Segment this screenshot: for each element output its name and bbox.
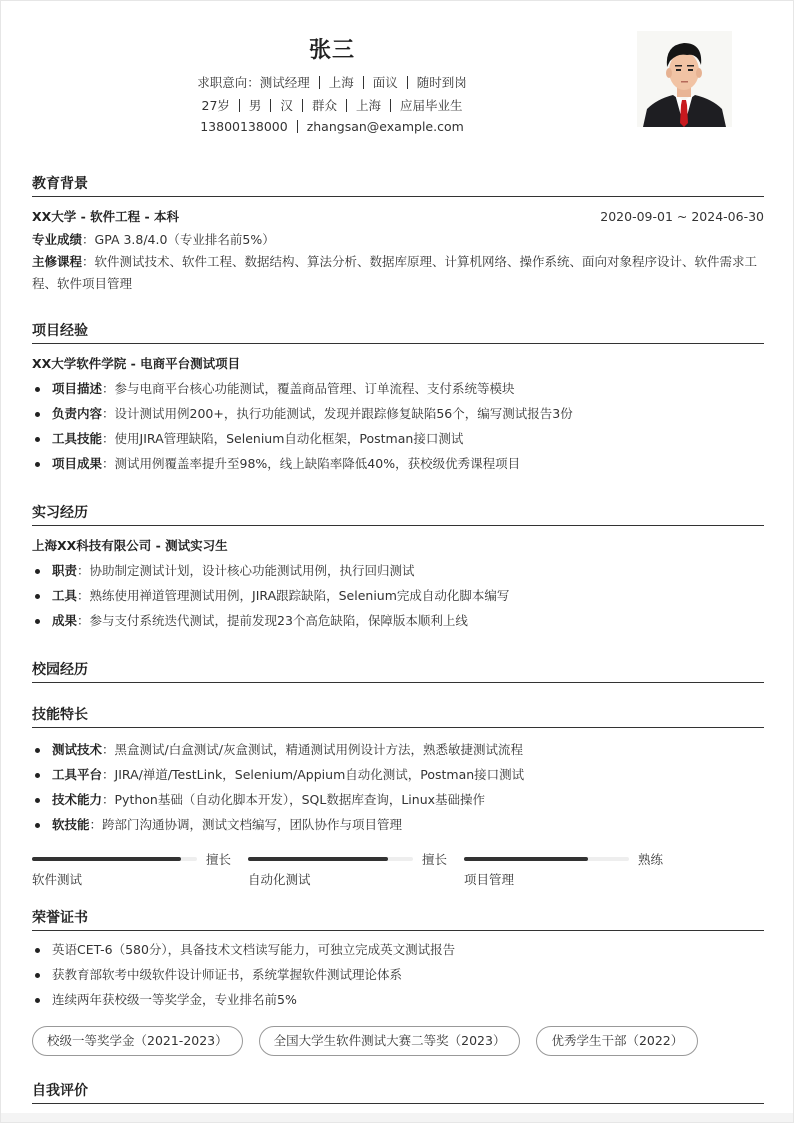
bullet-label: 负责内容: [52, 406, 103, 421]
page-bottom-edge: [1, 1113, 794, 1123]
list-item: [32, 737, 764, 762]
section-title: 项目经验: [32, 320, 764, 344]
project-heading-row: [32, 355, 764, 373]
skill-name: 自动化测试: [248, 872, 311, 887]
graduate-status: 应届毕业生: [399, 98, 463, 113]
age: 27岁: [201, 98, 230, 113]
bullet-label: 工具技能: [52, 431, 103, 446]
skills-bullets: [32, 737, 764, 837]
projects-section: [32, 320, 764, 476]
bullet-text: ：跨部门沟通协调，测试文档编写，团队协作与项目管理: [89, 817, 403, 832]
education-heading-row: [32, 208, 764, 226]
honor-tag: 优秀学生干部（2022）: [536, 1026, 698, 1056]
courses-label: 主修课程: [32, 254, 83, 269]
bullet-label: 职责: [52, 563, 78, 578]
divider: [239, 99, 240, 112]
divider: [319, 76, 320, 89]
location: 上海: [355, 98, 381, 113]
divider: [297, 120, 298, 133]
personal-info-line: [1, 96, 663, 114]
list-item: [32, 401, 764, 426]
contact-line: [1, 119, 663, 134]
divider: [390, 99, 391, 112]
list-item: 获教育部软考中级软件设计师证书，系统掌握软件测试理论体系: [32, 962, 764, 987]
intent-salary: 面议: [372, 75, 398, 90]
divider: [407, 76, 408, 89]
progress-fill: [32, 857, 181, 861]
list-item: [32, 762, 764, 787]
gpa-label: 专业成绩: [32, 232, 83, 247]
list-item: [32, 426, 764, 451]
list-item: [32, 451, 764, 476]
list-item: [32, 812, 764, 837]
gender: 男: [248, 98, 262, 113]
job-intent: 求职意向：测试经理: [197, 75, 310, 90]
progress-fill: [464, 857, 588, 861]
progress-track: [32, 857, 197, 861]
email[interactable]: zhangsan@example.com: [306, 119, 464, 134]
bullet-text: ：测试用例覆盖率提升至98%，线上缺陷率降低40%，获校级优秀课程项目: [102, 456, 521, 471]
list-item: 英语CET-6（580分），具备技术文档读写能力，可独立完成英文测试报告: [32, 937, 764, 962]
honor-tags: [32, 1026, 698, 1056]
skill-bar-software-testing: [32, 851, 248, 891]
bullet-label: 项目成果: [52, 456, 103, 471]
progress-track: [248, 857, 413, 861]
internship-heading-row: [32, 537, 764, 555]
honor-tag: 全国大学生软件测试大赛二等奖（2023）: [259, 1026, 521, 1056]
bullet-label: 工具平台: [52, 767, 103, 782]
skill-bars: [32, 851, 764, 891]
bullet-label: 测试技术: [52, 742, 103, 757]
bullet-text: ：熟练使用禅道管理测试用例，JIRA跟踪缺陷，Selenium完成自动化脚本编写: [77, 588, 510, 603]
bullet-text: ：协助制定测试计划，设计核心功能测试用例，执行回归测试: [77, 563, 415, 578]
list-item: [32, 583, 764, 608]
profile-photo: [637, 31, 732, 127]
section-title: 自我评价: [32, 1080, 764, 1104]
bullet-label: 技术能力: [52, 792, 103, 807]
list-item: [32, 787, 764, 812]
intent-city: 上海: [328, 75, 354, 90]
bullet-text: ：黑盒测试/白盒测试/灰盒测试，精通测试用例设计方法，熟悉敏捷测试流程: [102, 742, 523, 757]
bullet-text: ：设计测试用例200+，执行功能测试，发现并跟踪修复缺陷56个，编写测试报告3份: [102, 406, 573, 421]
skill-bar-automation-testing: [248, 851, 464, 891]
section-title: 荣誉证书: [32, 907, 764, 931]
bullet-label: 软技能: [52, 817, 90, 832]
internship-section: [32, 502, 764, 633]
skills-section: [32, 704, 764, 837]
gpa-line: [32, 229, 764, 251]
list-item: [32, 608, 764, 633]
section-title: 实习经历: [32, 502, 764, 526]
list-item: [32, 376, 764, 401]
list-item: 连续两年获校级一等奖学金，专业排名前5%: [32, 987, 764, 1012]
bullet-text: ：JIRA/禅道/TestLink，Selenium/Appium自动化测试，Postman接口测试: [102, 767, 525, 782]
honors-bullets: [32, 937, 764, 1012]
progress-fill: [248, 857, 388, 861]
skill-level: 擅长: [206, 852, 232, 867]
honors-section: [32, 907, 764, 1012]
bullet-text: ：使用JIRA管理缺陷，Selenium自动化框架，Postman接口测试: [102, 431, 464, 446]
bullet-label: 成果: [52, 613, 78, 628]
section-title: 技能特长: [32, 704, 764, 728]
gpa-value: ：GPA 3.8/4.0（专业排名前5%）: [82, 232, 275, 247]
internship-bullets: [32, 558, 764, 633]
bullet-text: ：参与支付系统迭代测试，提前发现23个高危缺陷，保障版本顺利上线: [77, 613, 468, 628]
job-intent-line: [1, 73, 663, 91]
divider: [346, 99, 347, 112]
divider: [302, 99, 303, 112]
bullet-text: ：Python基础（自动化脚本开发），SQL数据库查询，Linux基础操作: [102, 792, 486, 807]
courses-line: [32, 251, 764, 295]
candidate-name: 张三: [308, 38, 355, 63]
project-bullets: [32, 376, 764, 476]
courses-value: ：软件测试技术、软件工程、数据结构、算法分析、数据库原理、计算机网络、操作系统、面向对象程序设计、软件需求工程、软件项目管理: [32, 254, 758, 291]
list-item: [32, 558, 764, 583]
education-date: 2020-09-01 ~ 2024-06-30: [600, 209, 764, 224]
education-section: [32, 173, 764, 295]
divider: [270, 99, 271, 112]
section-title: 校园经历: [32, 659, 764, 683]
bullet-label: 工具: [52, 588, 78, 603]
skill-level: 擅长: [422, 852, 448, 867]
skill-name: 软件测试: [32, 872, 83, 887]
honor-tag: 校级一等奖学金（2021-2023）: [32, 1026, 243, 1056]
education-heading: XX大学 - 软件工程 - 本科: [32, 209, 180, 224]
self-evaluation-section: [32, 1080, 764, 1104]
bullet-text: ：参与电商平台核心功能测试，覆盖商品管理、订单流程、支付系统等模块: [102, 381, 515, 396]
section-title: 教育背景: [32, 173, 764, 197]
phone: 13800138000: [200, 119, 288, 134]
intent-availability: 随时到岗: [416, 75, 467, 90]
campus-section: [32, 659, 764, 683]
political-status: 群众: [311, 98, 337, 113]
avatar-illustration-icon: [637, 31, 732, 127]
divider: [363, 76, 364, 89]
internship-heading: 上海XX科技有限公司 - 测试实习生: [32, 538, 228, 553]
project-heading: XX大学软件学院 - 电商平台测试项目: [32, 356, 241, 371]
skill-bar-project-management: [464, 851, 680, 891]
skill-level: 熟练: [638, 852, 664, 867]
bullet-label: 项目描述: [52, 381, 103, 396]
progress-track: [464, 857, 629, 861]
skill-name: 项目管理: [464, 872, 515, 887]
ethnicity: 汉: [280, 98, 293, 113]
